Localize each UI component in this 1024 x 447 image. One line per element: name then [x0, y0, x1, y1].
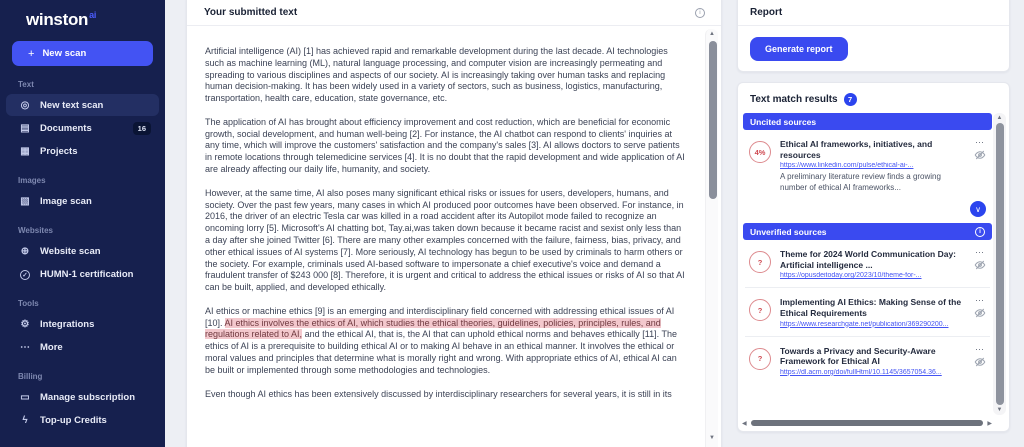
uncited-sources-label: Uncited sources: [750, 116, 817, 127]
winston-logo: [0, 0, 165, 30]
document-icon: ▤: [20, 122, 30, 134]
matches-vertical-scrollbar[interactable]: [993, 113, 1006, 415]
sidebar-item-image-scan[interactable]: [6, 190, 159, 212]
source-link[interactable]: https://opusdeitoday.org/2023/10/theme-for-...: [780, 272, 922, 280]
paragraph-with-highlight: [205, 306, 687, 377]
info-icon[interactable]: i: [975, 227, 985, 237]
scrollbar-thumb[interactable]: [709, 41, 717, 199]
source-title: Ethical AI frameworks, initiatives, and resources: [780, 139, 933, 160]
paragraph: Even though AI ethics has been extensively discussed by interdisciplinary researchers for several years, it is still in its: [205, 388, 672, 399]
paragraph: The application of AI has brought about efficiency improvement and cost reduction, which are beneficial for economic growth, social development, and human well-being [2]. For instance, the AI chatbot can respond to clients' inquiries at any time, which will improve the customers' satisfaction and the company's sales [3]. AI allows doctors to serve patients in remote locations through telemedicine services [4]. It is no doubt that the rapid development and wide application of AI are already affecting our daily life, humanity, and society.: [205, 116, 685, 175]
globe-icon: ⊕: [20, 245, 30, 257]
sidebar-item-new-text-scan[interactable]: [6, 94, 159, 116]
source-link[interactable]: https://www.linkedin.com/pulse/ethical-ai-...: [780, 162, 914, 170]
sidebar-item-label: Top-up Credits: [40, 414, 107, 426]
uncited-sources-header[interactable]: [743, 113, 992, 130]
scroll-up-icon[interactable]: ▲: [996, 115, 1003, 121]
submitted-text-body: [187, 34, 691, 447]
match-count-badge: 7: [844, 93, 857, 106]
hide-source-eye-off-icon[interactable]: [974, 149, 986, 161]
sidebar-item-website-scan[interactable]: [6, 240, 159, 262]
unverified-sources-header[interactable]: [743, 223, 992, 240]
new-scan-label: New scan: [42, 48, 87, 59]
source-link[interactable]: https://dl.acm.org/doi/fullHtml/10.1145/3657054.36...: [780, 368, 942, 376]
source-item-unverified[interactable]: [743, 337, 992, 384]
report-divider: [738, 25, 1009, 26]
generate-report-button[interactable]: Generate report: [750, 37, 848, 61]
sidebar-item-label: Projects: [40, 145, 78, 157]
paragraph-text: and the ethical AI, that is, the AI that can uphold ethical norms and behaves ethically [11]. The ethics of AI is a prerequisite to building ethical AI or to making AI behave in an ethical manner. It involves the ethical or moral values and principles that determine what is morally right and wrong. With appropriate ethics of AI, ethical AI can be built or implemented through some methodologies and technologies.: [205, 329, 677, 375]
scrollbar-thumb[interactable]: [996, 123, 1004, 405]
sidebar-item-humn1-certification[interactable]: [6, 263, 159, 285]
text-match-results-card: [737, 82, 1010, 432]
source-item-unverified[interactable]: [743, 288, 992, 335]
source-item-uncited[interactable]: [743, 130, 992, 201]
chevron-down-icon: ∨: [975, 204, 981, 214]
report-title: Report: [750, 7, 783, 18]
text-match-results-title: Text match results: [750, 94, 838, 105]
paragraph-text: AI ethics or machine ethics [9] is an emerging and interdisciplinary field concerned with addressing ethical issues of AI [10].: [205, 305, 675, 328]
image-icon: ▧: [20, 195, 30, 207]
match-score-badge: 4%: [749, 141, 771, 163]
sidebar-item-label: HUMN-1 certification: [40, 268, 134, 280]
section-label-text: Text: [18, 80, 34, 89]
source-title: Towards a Privacy and Security-Aware Framework for Ethical AI: [780, 345, 936, 367]
sidebar-item-documents[interactable]: [6, 117, 159, 139]
match-score-badge: ?: [749, 348, 771, 370]
sidebar-item-label: Image scan: [40, 195, 92, 207]
report-card: [737, 0, 1010, 72]
matches-horizontal-scrollbar[interactable]: [742, 418, 992, 428]
scroll-right-icon[interactable]: ▶: [987, 421, 992, 427]
sidebar-item-label: Manage subscription: [40, 391, 136, 403]
plus-icon: +: [28, 47, 35, 60]
section-label-images: Images: [18, 176, 46, 185]
source-description: A preliminary literature review finds a growing number of ethical AI frameworks...: [780, 172, 941, 192]
expand-section-button[interactable]: [970, 201, 986, 217]
sidebar-item-integrations[interactable]: [6, 313, 159, 335]
submitted-text-title: Your submitted text: [204, 7, 298, 18]
ellipsis-icon: ⋯: [20, 341, 30, 353]
section-label-billing: Billing: [18, 372, 43, 381]
bolt-icon: ϟ: [22, 414, 28, 426]
unverified-sources-label: Unverified sources: [750, 226, 827, 237]
sidebar-item-label: New text scan: [40, 99, 104, 111]
main-vertical-scrollbar[interactable]: [705, 29, 718, 447]
sidebar-item-more[interactable]: [6, 336, 159, 358]
more-options-icon[interactable]: ⋯: [975, 137, 985, 147]
more-options-icon[interactable]: ⋯: [975, 247, 985, 258]
puzzle-icon: ⚙: [20, 318, 30, 330]
scrollbar-thumb[interactable]: [751, 420, 983, 426]
logo-ai-suffix: ai: [89, 10, 97, 21]
source-link[interactable]: https://www.researchgate.net/publication/369290200...: [780, 320, 949, 328]
match-score-badge: ?: [749, 299, 771, 321]
sidebar-item-label: Documents: [40, 122, 92, 134]
info-icon[interactable]: i: [695, 8, 705, 18]
match-score-badge: ?: [749, 251, 771, 273]
logo-brand: winston: [26, 10, 89, 29]
header-divider: [187, 25, 721, 26]
scroll-left-icon[interactable]: ◀: [742, 421, 747, 427]
submitted-text-card: [186, 0, 722, 447]
match-results-list: [743, 113, 992, 415]
section-label-tools: Tools: [18, 299, 39, 308]
more-options-icon[interactable]: ⋯: [975, 343, 985, 354]
matched-text-highlight[interactable]: AI ethics involves the ethics of AI, which studies the ethical theories, guidelines, policies, principles, rules, and regulations related to AI,: [205, 317, 661, 340]
scroll-down-icon[interactable]: ▼: [709, 435, 715, 441]
source-title: Theme for 2024 World Communication Day: Artificial intelligence ...: [780, 249, 957, 270]
new-scan-button[interactable]: [12, 41, 153, 66]
sidebar-item-topup-credits[interactable]: [6, 409, 159, 431]
card-icon: ▭: [20, 391, 30, 403]
hide-source-eye-off-icon[interactable]: [974, 259, 986, 271]
check-circle-icon: ✓: [19, 269, 31, 280]
scroll-up-icon[interactable]: ▲: [709, 31, 715, 37]
paragraph: Artificial intelligence (AI) [1] has achieved rapid and remarkable development during the last decade. AI technologies such as machine learning (ML), natural language processing, and computer vision are increasingly permeating and spreading to various disciplines and aspects of our society. AI is increasingly taking over human tasks and replacing human decision-making. It has been widely used in a variety of sectors, such as business, logistics, manufacturing, transportation, health care, education, state governance, etc.: [205, 46, 668, 104]
sidebar-item-label: More: [40, 341, 63, 353]
more-options-icon[interactable]: ⋯: [975, 295, 985, 306]
section-label-websites: Websites: [18, 226, 53, 235]
source-title: Implementing AI Ethics: Making Sense of the Ethical Requirements: [780, 297, 962, 318]
scroll-down-icon[interactable]: ▼: [996, 407, 1003, 413]
grid-icon: ▦: [20, 145, 30, 157]
sidebar-item-manage-subscription[interactable]: [6, 386, 159, 408]
sidebar-item-label: Website scan: [40, 245, 101, 257]
paragraph: However, at the same time, AI also poses many significant ethical risks or issues for users, developers, humans, and society. Over the past few years, many cases in which AI produced poor outcomes have been observed. For instance, in 2016, the driver of an electric Tesla car was killed in a road accident after its Autopilot mode failed to recognize an oncoming lorry [5]. Microsoft's AI chatting bot, Tay.ai,was taken down because it became racist and sexist only less than a day after she joined Twitter [6]. There are many other examples concerned with the failure, fairness, bias, privacy, and other ethical issues of AI systems [7]. More seriously, AI technology has begun to be used by criminals to harm others or the society. For example, criminals used AI-based software to impersonate a chief executive's voice and demand a fraudulent transfer of $243 000 [8]. Therefore, it is urgent and critical to address the ethical issues or risks of AI so that AI can be built, applied, and developed ethically.: [205, 187, 685, 293]
source-item-unverified[interactable]: [743, 240, 992, 287]
hide-source-eye-off-icon[interactable]: [974, 356, 986, 368]
documents-count-badge: 16: [133, 122, 151, 135]
sidebar-item-projects[interactable]: [6, 140, 159, 162]
target-scan-icon: ◎: [20, 99, 30, 111]
hide-source-eye-off-icon[interactable]: [974, 307, 986, 319]
sidebar: [0, 0, 165, 447]
sidebar-item-label: Integrations: [40, 318, 95, 330]
